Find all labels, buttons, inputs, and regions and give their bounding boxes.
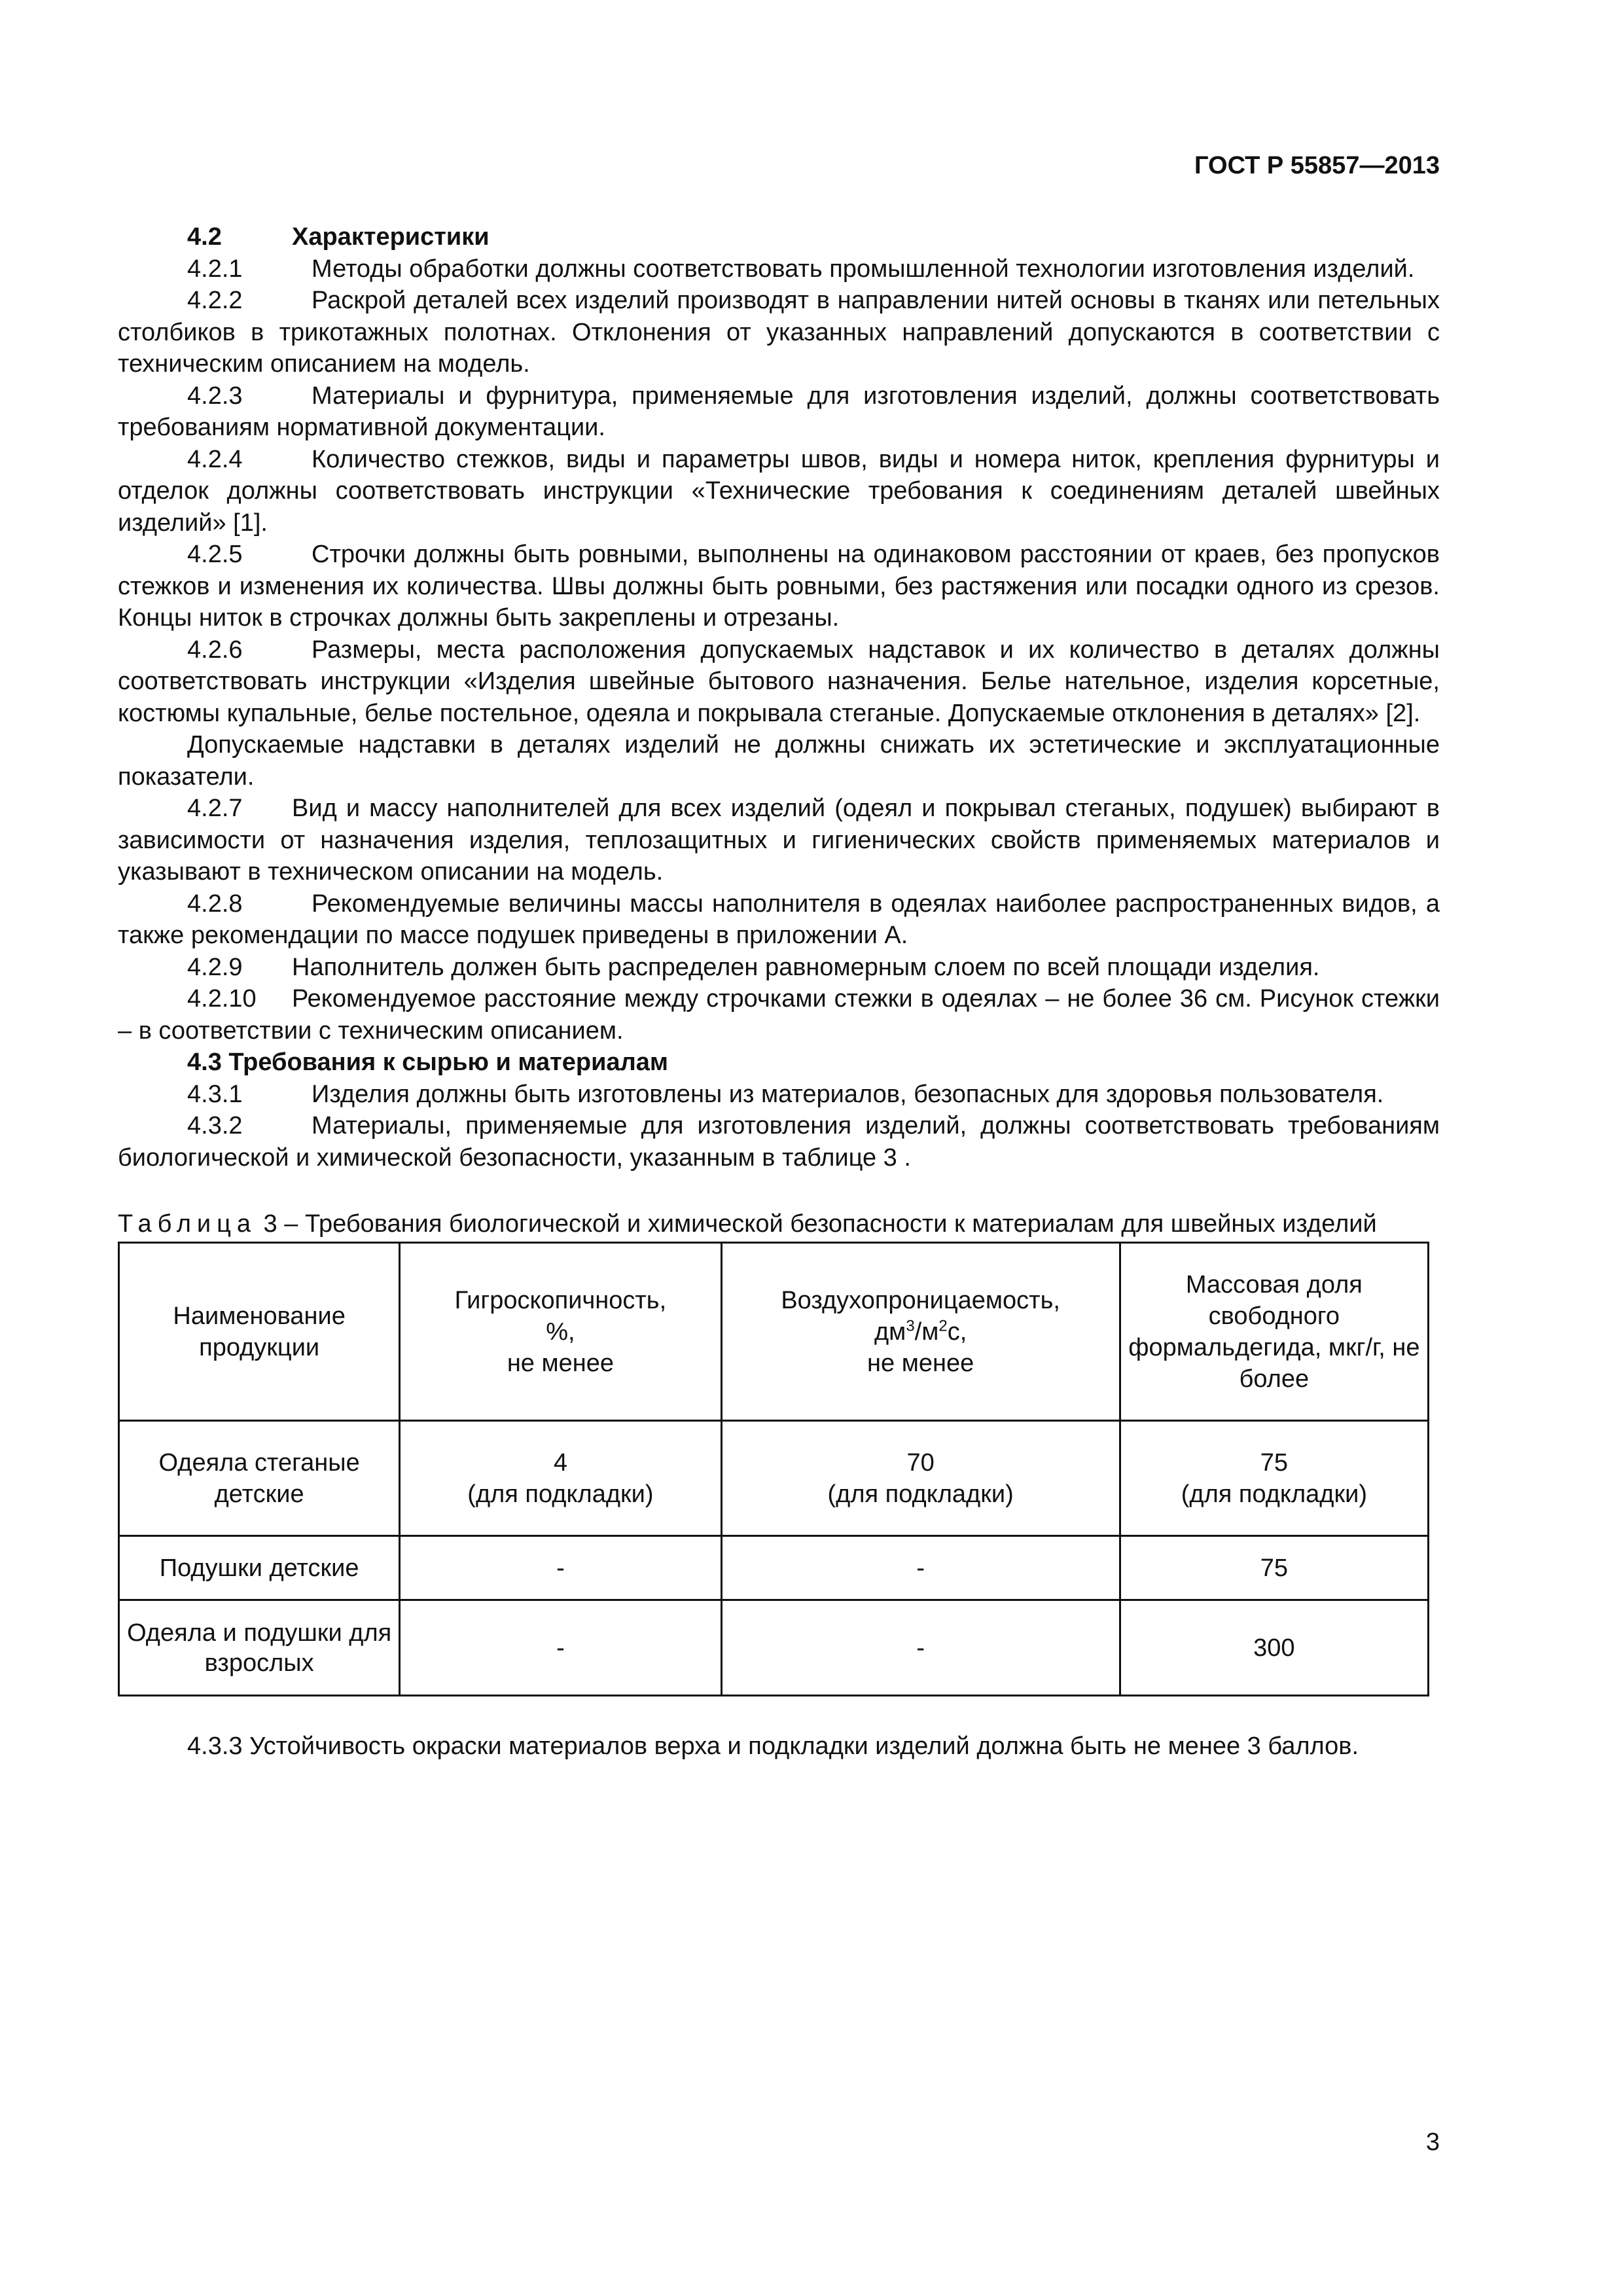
paragraph-4-2-1: 4.2.1 Методы обработки должны соответствовать промышленной технологии изготовления изделий. [187,255,1415,283]
air-permeability-unit: $дм^3/м^2с$, [874,1316,967,1346]
header-product: Наименование продукции [119,1243,400,1421]
cell-formaldehyde: 75 [1120,1536,1428,1600]
paragraph-4-2-2: 4.2.2 Раскрой деталей всех изделий производят в направлении нитей основы в тканях или петельных столбиков в трикотажных полотнах. Отклонения от указанных направлений допускаются в соответствии с техническим описанием на модель. [118,287,1440,378]
cell-product: Одеяла и подушки для взрослых [119,1600,400,1696]
header-air-permeability: Воздухопроницаемость, $дм^3/м^2с$, не менее [721,1243,1120,1421]
paragraph-4-3-3: 4.3.3 Устойчивость окраски материалов верха и подкладки изделий должна быть не менее 3 баллов. [187,1732,1359,1760]
table-caption [118,1209,1440,1239]
section-heading-4-3: 4.3 Требования к сырью и материалам [187,1049,668,1076]
table-caption-label: Таблица [118,1210,257,1238]
cell-formaldehyde: 300 [1120,1600,1428,1696]
document-id-header: ГОСТ Р 55857—2013 [1194,152,1440,179]
cell-formaldehyde: 75 (для подкладки) [1120,1421,1428,1536]
page-number: 3 [1425,2128,1440,2156]
header-hygroscopicity: Гигроскопичность, %, не менее [400,1243,721,1421]
header-formaldehyde: Массовая доля свободного формальдегида, мкг/г, не более [1120,1243,1428,1421]
paragraph-4-2-10: 4.2.10 Рекомендуемое расстояние между строчками стежки в одеялах – не более 36 см. Рисунок стежки – в соответствии с техническим описанием. [118,985,1440,1045]
paragraph-4-2-5: 4.2.5 Строчки должны быть ровными, выполнены на одинаковом расстоянии от краев, без пропусков стежков и изменения их количества. Швы должны быть ровными, без растяжения или посадки одного из срезов. Концы ниток в строчках должны быть закреплены и отрезаны. [118,541,1440,632]
paragraph-4-2-9: 4.2.9 Наполнитель должен быть распределен равномерным слоем по всей площади изделия. [187,953,1320,981]
cell-air-permeability: 70 (для подкладки) [721,1421,1120,1536]
document-page [118,0,1440,2296]
paragraph-4-3-2: 4.3.2 Материалы, применяемые для изготовления изделий, должны соответствовать требованиям биологической и химической безопасности, указанным в таблице 3 . [118,1112,1440,1172]
table-row [119,1536,1429,1600]
cell-product: Одеяла стеганые детские [119,1421,400,1536]
cell-hygroscopicity: 4 (для подкладки) [400,1421,721,1536]
section-heading-4-2: 4.2 Характеристики [187,223,490,251]
paragraph-4-2-6: 4.2.6 Размеры, места расположения допускаемых надставок и их количество в деталях должны соответствовать инструкции «Изделия швейные бытового назначения. Белье нательное, изделия корсетные, костюмы купальные, белье постельное, одеяла и покрывала стеганые. Допускаемые отклонения в деталях» [2]. [118,636,1440,727]
cell-hygroscopicity: - [400,1536,721,1600]
document-body [118,221,1440,1763]
cell-product: Подушки детские [119,1536,400,1600]
paragraph-4-2-7: 4.2.7 Вид и массу наполнителей для всех изделий (одеял и покрывал стеганых, подушек) выбирают в зависимости от назначения изделия, теплозащитных и гигиенических свойств применяемых материалов и указывают в техническом описании на модель. [118,795,1440,886]
cell-air-permeability: - [721,1600,1120,1696]
table-row [119,1600,1429,1696]
cell-air-permeability: - [721,1536,1120,1600]
paragraph-4-2-6-continued: Допускаемые надставки в деталях изделий не должны снижать их эстетические и эксплуатационные показатели. [118,731,1440,791]
paragraph-4-2-3: 4.2.3 Материалы и фурнитура, применяемые для изготовления изделий, должны соответствовать требованиям нормативной документации. [118,382,1440,441]
table-caption-text: 3 – Требования биологической и химической безопасности к материалам для швейных изделий [257,1210,1377,1238]
cell-hygroscopicity: - [400,1600,721,1696]
paragraph-4-2-8: 4.2.8 Рекомендуемые величины массы наполнителя в одеялах наиболее распространенных видов, а также рекомендации по массе подушек приведены в приложении А. [118,889,1440,949]
table-header-row [119,1243,1429,1421]
paragraph-4-3-1: 4.3.1 Изделия должны быть изготовлены из материалов, безопасных для здоровья пользователя. [187,1080,1384,1108]
paragraph-4-2-4: 4.2.4 Количество стежков, виды и параметры швов, виды и номера ниток, крепления фурнитуры и отделок должны соответствовать инструкции «Технические требования к соединениям деталей швейных изделий» [1]. [118,445,1440,537]
requirements-table [118,1242,1429,1696]
table-row [119,1421,1429,1536]
